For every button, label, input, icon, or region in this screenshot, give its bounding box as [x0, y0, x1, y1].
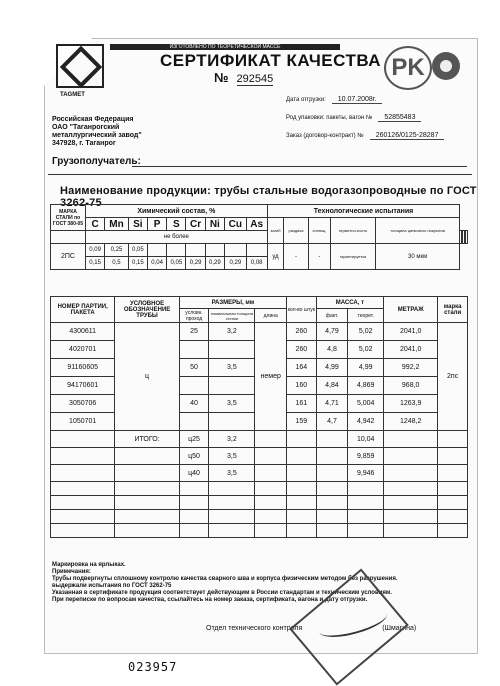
consignee-line: [132, 166, 467, 167]
order-number: Заказ (договор-контракт) № 260126/0125-28287: [286, 132, 444, 139]
total-row: ИТОГО: ц25 3,2 10,04: [51, 431, 468, 448]
total-row: ц40 3,5 9,946: [51, 465, 468, 482]
table-row: 1050701 159 4,7 4,942 1248,2: [51, 413, 468, 431]
company-address: Российская Федерация ОАО "Таганрогский металлургический завод" 347928, г. Таганрог: [52, 116, 142, 147]
shipment-date: Дата отгрузки: 10.07.2008г.: [286, 96, 382, 103]
pipes-table: НОМЕР ПАРТИИ, ПАКЕТА УСЛОВНОЕ ОБОЗНАЧЕНИЕ ТРУБЫ РАЗМЕРЫ, мм кол-во штук МАССА, т МЕТРАЖ марка стали условн. проход номинальная толщина стенки длина факт. теорет. 4300611 ц 25 3,2 немер 260 4,79 5,02 2041,0 2пс 4020701 260 4,8 5,02 2041,0 91160605 50 3,5 164 4,99 4,99 992,2 94170601 160 4,84 4,869 968,0 3050706 40 3,5 161 4,71 5,004 1263,9 1050701 159 4,7 4,942 1248,2 ИТОГО: ц25 3,2 10,04 ц50 3,5 9,859 ц40 3,5 9,946: [50, 296, 468, 538]
qc-department: Отдел технического контроля (Шмагина): [206, 625, 417, 632]
logo-mark-icon: [60, 46, 102, 88]
product-name: Наименование продукции: трубы стальные водогазопроводные по ГОСТ 3262-75: [60, 185, 477, 209]
notes: Маркировка на ярлыках. Примечания: Трубы подвергнуты сплошному контролю качества сварного шва и корпуса физическим методом без разрушения. выдержали испытания по ГОСТ 3262-75 Указанная в сертификате продукция соответствует действующим в России стандартам и техническим условиям. При переписке по вопросам качества, ссылайтесь на номер заказа, сертификата, вагона и дату отгрузки.: [52, 562, 398, 603]
table-row: 4300611 ц 25 3,2 немер 260 4,79 5,02 2041,0 2пс: [51, 323, 468, 341]
gear-emblem-icon: [432, 52, 460, 80]
tagmet-logo: [56, 44, 104, 98]
wagon-number: Род упаковки: пакеты, вагон № 52855483: [286, 114, 421, 121]
total-row: ц50 3,5 9,859: [51, 448, 468, 465]
table-row: 94170601 160 4,84 4,869 968,0: [51, 377, 468, 395]
divider: [48, 174, 472, 175]
chemical-table: МАРКА СТАЛИ по ГОСТ 380-05 Химический состав, % Технологические испытания C Mn Si P S Cr Ni Cu As загиб раздача сплющ. герметич-ность толщина цинкового покрытия не более 2ПС 0,09 0,25 0,05 уд - - гарантируется 30 мкм 0,15 0,5 0,15 0,04 0,05 0,29 0,29 0,29 0,08: [50, 204, 468, 270]
page-title: СЕРТИФИКАТ КАЧЕСТВА: [160, 51, 382, 70]
table-row: 3050706 40 3,5 161 4,71 5,004 1263,9: [51, 395, 468, 413]
header-stripe: ИЗГОТОВЛЕНО ПО ТЕОРЕТИЧЕСКОЙ МАССЕ: [110, 44, 340, 50]
consignee-label: Грузополучатель:: [52, 156, 141, 167]
table-row: 4020701 260 4,8 5,02 2041,0: [51, 341, 468, 359]
logo-text: TAGMET: [60, 92, 85, 98]
certificate-number: № 292545: [214, 70, 274, 85]
pk-stamp-icon: PK: [384, 46, 432, 90]
serial-number: 023957: [128, 660, 178, 674]
table-row: 91160605 50 3,5 164 4,99 4,99 992,2: [51, 359, 468, 377]
